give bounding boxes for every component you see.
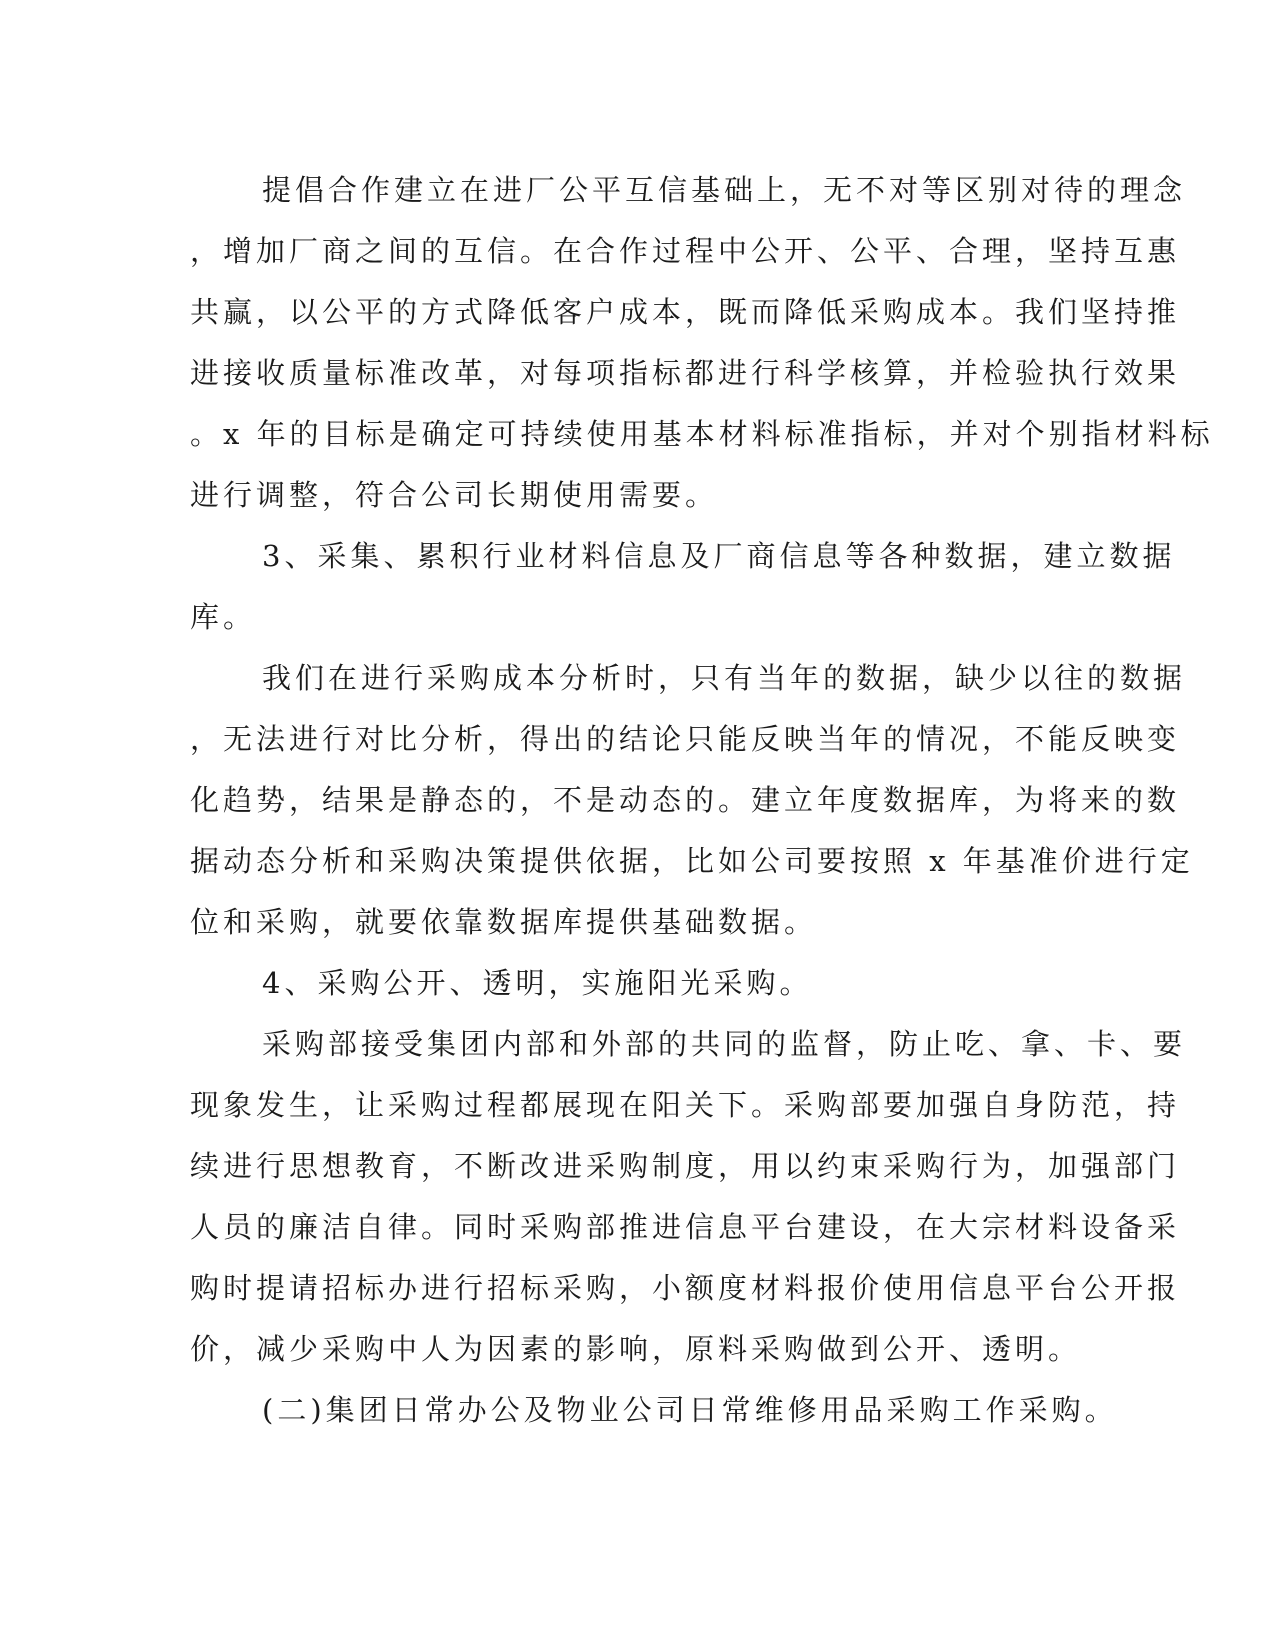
- text-line: 库。: [190, 600, 257, 634]
- text-line: 进接收质量标准改革，对每项指标都进行科学核算，并检验执行效果: [190, 356, 1181, 390]
- paragraph-heading-transparency: [190, 953, 1080, 1014]
- text-line: 据动态分析和采购决策提供依据，比如公司要按照 x 年基准价进行定: [190, 844, 1194, 878]
- text-line: 位和采购，就要依靠数据库提供基础数据。: [190, 905, 818, 939]
- text-line: 化趋势，结果是静态的，不是动态的。建立年度数据库，为将来的数: [190, 783, 1181, 817]
- text-line: 人员的廉洁自律。同时采购部推进信息平台建设，在大宗材料设备采: [190, 1210, 1181, 1244]
- section-heading: 4、采购公开、透明，实施阳光采购。: [262, 966, 813, 1000]
- text-line: 续进行思想教育，不断改进采购制度，用以约束采购行为，加强部门: [190, 1149, 1181, 1183]
- paragraph-cooperation: [190, 160, 1214, 526]
- text-line: 采购部接受集团内部和外部的共同的监督，防止吃、拿、卡、要: [262, 1027, 1187, 1061]
- text-line: 价，减少采购中人为因素的影响，原料采购做到公开、透明。: [190, 1332, 1082, 1366]
- section-heading: 3、采集、累积行业材料信息及厂商信息等各种数据，建立数据: [262, 539, 1176, 573]
- paragraph-heading-daily-purchasing: [190, 1380, 1118, 1441]
- text-line: 共赢，以公平的方式降低客户成本，既而降低采购成本。我们坚持推: [190, 295, 1181, 329]
- text-line: 。x 年的目标是确定可持续使用基本材料标准指标，并对个别指材料标: [190, 417, 1214, 451]
- paragraph-supervision: [190, 1014, 1187, 1380]
- text-line: 进行调整，符合公司长期使用需要。: [190, 478, 719, 512]
- text-line: ，无法进行对比分析，得出的结论只能反映当年的情况，不能反映变: [190, 722, 1181, 756]
- paragraph-heading-database: [190, 526, 1176, 648]
- text-line: 提倡合作建立在进厂公平互信基础上，无不对等区别对待的理念: [262, 173, 1187, 207]
- text-line: 现象发生，让采购过程都展现在阳关下。采购部要加强自身防范，持: [190, 1088, 1181, 1122]
- section-heading: (二)集团日常办公及物业公司日常维修用品采购工作采购。: [262, 1393, 1118, 1427]
- text-line: 购时提请招标办进行招标采购，小额度材料报价使用信息平台公开报: [190, 1271, 1181, 1305]
- document-body: [190, 160, 1214, 1441]
- text-line: ，增加厂商之间的互信。在合作过程中公开、公平、合理，坚持互惠: [190, 234, 1181, 268]
- paragraph-cost-analysis: [190, 648, 1194, 953]
- text-line: 我们在进行采购成本分析时，只有当年的数据，缺少以往的数据: [262, 661, 1187, 695]
